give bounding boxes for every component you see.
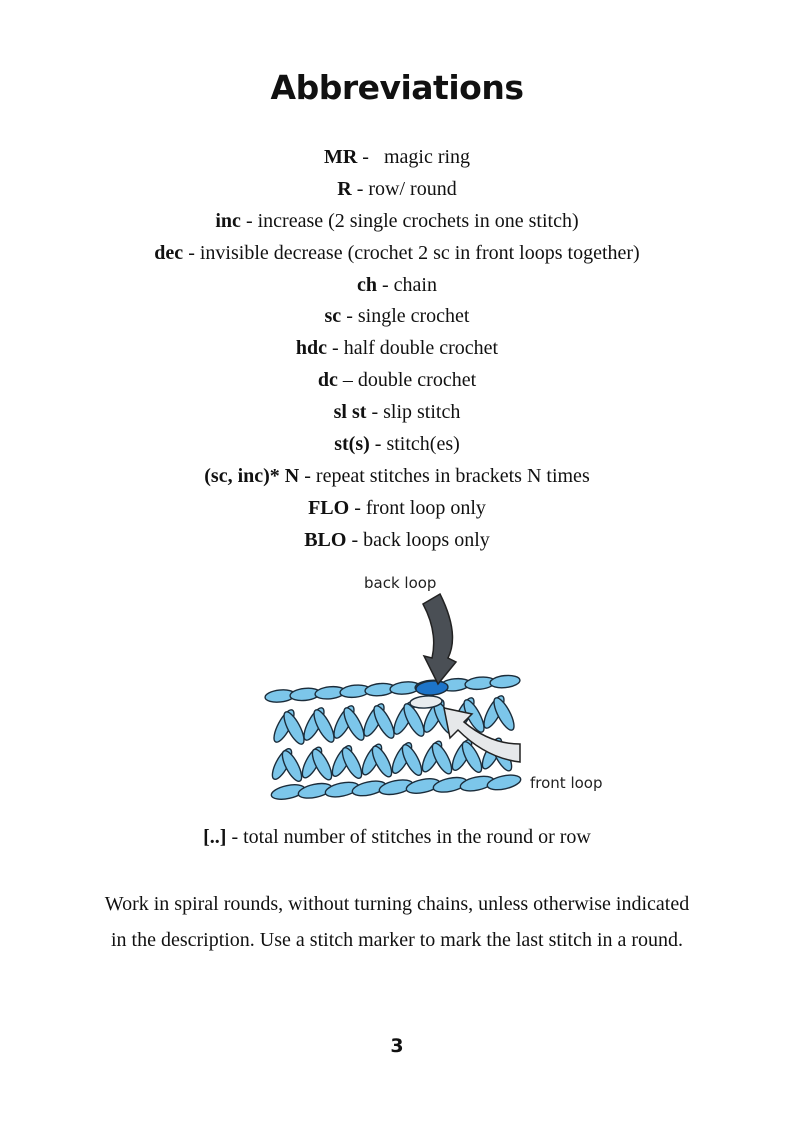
abbreviation-separator: - xyxy=(377,273,394,296)
abbreviation-term: dec xyxy=(154,241,184,264)
abbreviation-item xyxy=(0,206,794,238)
abbreviation-separator: - xyxy=(327,337,344,360)
abbreviation-term: FLO xyxy=(308,496,350,519)
abbreviation-separator: – xyxy=(337,369,358,392)
stitch-total-term: [..] xyxy=(203,826,227,848)
abbreviation-definition: chain xyxy=(393,273,437,296)
abbreviation-separator: - xyxy=(299,464,316,487)
abbreviation-definition: repeat stitches in brackets N times xyxy=(315,464,590,487)
abbreviation-item xyxy=(0,525,794,557)
abbreviation-item xyxy=(0,461,794,493)
abbreviation-separator: - xyxy=(349,496,366,519)
yarn-loop xyxy=(486,773,522,793)
back-loop-arrow xyxy=(423,594,456,684)
stitch-total-definition: - total number of stitches in the round or row xyxy=(226,826,591,848)
abbreviation-item xyxy=(0,493,794,525)
abbreviation-definition: single crochet xyxy=(357,305,470,328)
abbreviation-term: sl st xyxy=(333,401,367,424)
stitch-total-note xyxy=(0,826,794,849)
abbreviation-separator: - xyxy=(341,305,358,328)
abbreviation-definition: increase (2 single crochets in one stitch) xyxy=(257,209,579,232)
abbreviation-list xyxy=(0,142,794,557)
abbreviation-definition: double crochet xyxy=(357,369,477,392)
abbreviation-separator: - xyxy=(346,528,364,551)
abbreviation-item xyxy=(0,333,794,365)
abbreviation-definition: half double crochet xyxy=(343,337,499,360)
abbreviation-separator: - xyxy=(183,241,200,264)
abbreviation-separator: - xyxy=(369,433,387,456)
abbreviation-separator: - xyxy=(351,177,369,200)
abbreviation-item xyxy=(0,365,794,397)
abbreviation-definition: stitch(es) xyxy=(386,433,460,456)
abbreviation-definition: front loop only xyxy=(365,496,486,519)
abbreviation-item xyxy=(0,174,794,206)
abbreviation-term: sc xyxy=(324,305,342,328)
abbreviation-item xyxy=(0,429,794,461)
abbreviation-item xyxy=(0,270,794,302)
abbreviation-item xyxy=(0,301,794,333)
abbreviation-term: ch xyxy=(357,273,377,296)
front-loop-label: front loop xyxy=(530,774,603,792)
page-number: 3 xyxy=(390,1035,404,1057)
back-loop-label: back loop xyxy=(364,574,437,592)
abbreviation-item xyxy=(0,397,794,429)
abbreviation-term: MR xyxy=(323,146,358,168)
abbreviation-definition: invisible decrease (crochet 2 sc in front loops together) xyxy=(199,241,640,264)
abbreviation-separator: - xyxy=(366,401,384,424)
abbreviation-term: R xyxy=(337,177,352,200)
abbreviation-term: hdc xyxy=(295,337,328,360)
abbreviation-item xyxy=(0,238,794,270)
instructions-paragraph: Work in spiral rounds, without turning chains, unless otherwise indicated in the description. Use a stitch marker to mark the last stitch in a round. xyxy=(104,893,690,951)
loop-diagram xyxy=(258,566,618,816)
abbreviation-separator: - xyxy=(357,146,384,168)
abbreviation-term: dc xyxy=(317,369,338,392)
abbreviation-term: inc xyxy=(215,209,241,232)
abbreviation-definition: back loops only xyxy=(363,528,490,551)
abbreviation-definition: slip stitch xyxy=(383,401,461,424)
abbreviation-term: (sc, inc)* N xyxy=(204,464,300,487)
abbreviation-term: BLO xyxy=(304,528,347,551)
abbreviation-item xyxy=(0,142,794,174)
abbreviation-definition: magic ring xyxy=(383,146,471,168)
abbreviation-term: st(s) xyxy=(334,433,370,456)
page-title: Abbreviations xyxy=(270,68,524,107)
abbreviation-separator: - xyxy=(240,209,258,232)
abbreviation-definition: row/ round xyxy=(368,177,457,200)
yarn-loop xyxy=(489,674,520,689)
